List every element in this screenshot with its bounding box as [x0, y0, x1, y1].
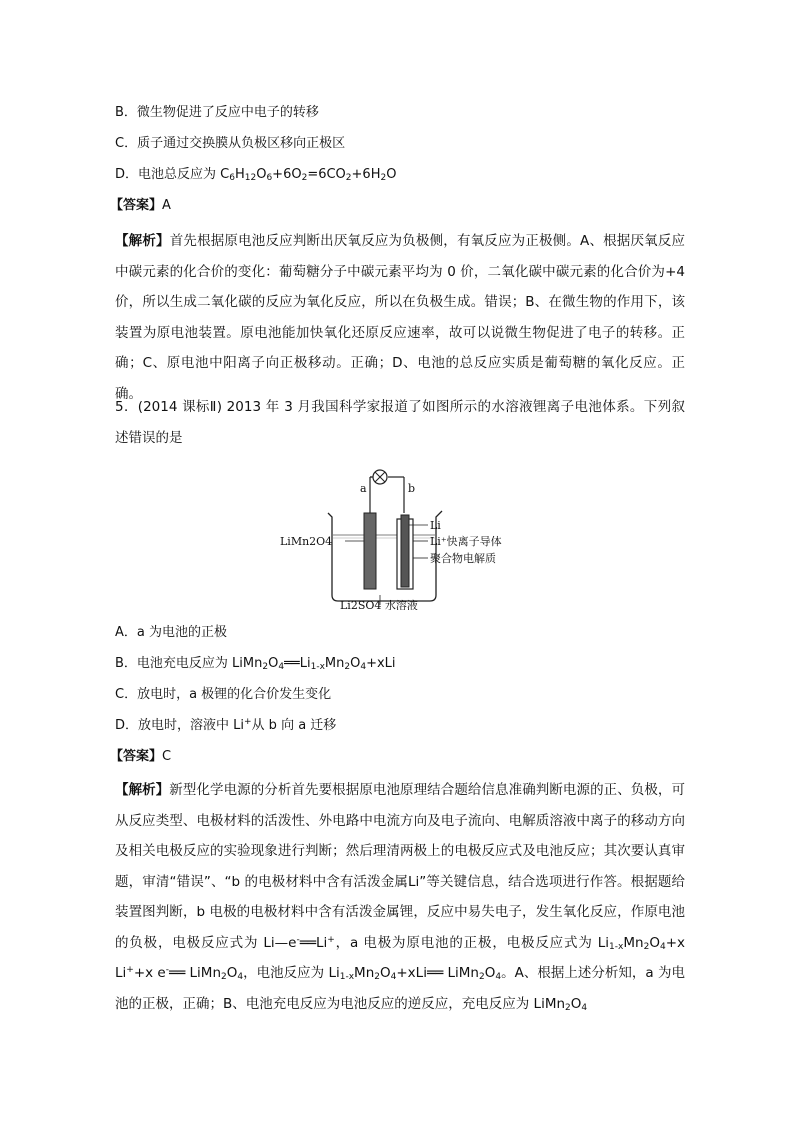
label-solution: Li2SO4 水溶液 [340, 599, 418, 610]
q4-option-c: C．质子通过交换膜从负极区移向正极区 [115, 136, 346, 151]
q5-answer: 【答案】C [110, 749, 172, 764]
q5-option-a: A．a 为电池的正极 [115, 625, 227, 640]
label-polymer: 聚合物电解质 [430, 552, 496, 565]
q4-option-d: D．电池总反应为 $C_6H_{12}O_6+6O_2=6CO_2+6H_2O$ [115, 167, 397, 183]
label-conductor: Li⁺快离子导体 [430, 535, 502, 548]
q5-option-b: B．电池充电反应为 $LiMn_2O_4══Li_{1-x}Mn_2O_4+xLi$ [115, 656, 396, 672]
q5-option-c: C．放电时，a 极锂的化合价发生变化 [115, 687, 332, 702]
battery-diagram-svg [280, 455, 520, 610]
battery-diagram [280, 455, 520, 610]
label-a: a [360, 482, 367, 495]
q5-stem: 5．(2014 课标Ⅱ) 2013 年 3 月我国科学家报道了如图所示的水溶液锂离子电池体系。下列叙述错误的是 [115, 399, 685, 446]
label-li: Li [430, 519, 441, 532]
q4-analysis: 【解析】首先根据原电池反应判断出厌氧反应为负极侧，有氧反应为正极侧。A、根据厌氧反应中碳元素的化合价的变化：葡萄糖分子中碳元素平均为 0 价，二氧化碳中碳元素的化合价为+4 价，所以生成二氧化碳的反应为氧化反应，所以在负极生成。错误；B、在微生物的作用下，该装置为原电池装置。原电池能加快氧化还原反应速率，故可以说微生物促进了电子的转移。正确；C、原电池中阳离子向正极移动。正确；D、电池的总反应实质是葡萄糖的氧化反应。正确。 [115, 233, 686, 402]
label-limn2o4: LiMn2O4 [280, 535, 333, 548]
q4-option-b: B．微生物促进了反应中电子的转移 [115, 105, 319, 120]
label-b: b [408, 482, 416, 495]
q4-answer: 【答案】A [110, 198, 171, 213]
q5-analysis: 【解析】新型化学电源的分析首先要根据原电池原理结合题给信息准确判断电源的正、负极，可从反应类型、电极材料的活泼性、外电路中电流方向及电子流向、电解质溶液中离子的移动方向及相关电极反应的实验现象进行判断；然后理清两极上的电极反应式及电池反应；其次要认真审题，审清“错误”、“b 的电极材料中含有活泼金属Li”等关键信息，结合选项进行作答。根据题给装置图判断，b 电极的电极材料中含有活泼金属锂，反应中易失电子，发生氧化反应，作原电池的负极，电极反应式为 Li—e-══Li+，a 电极为原电池的正极，电极反应式为 $Li_{1-x}Mn_2O_4+x$ Li++x e-══ $LiMn_2O_4$，电池反应为 $Li_{1-x}Mn_2O_4+xLi══$ $LiMn_2O_4$。A、根据上述分析知，a 为电池的正极，正确；B、电池充电反应为电池反应的逆反应，充电反应为 $LiMn_2O_4$ [115, 782, 686, 1013]
q5-option-d: D．放电时，溶液中 Li+从 b 向 a 迁移 [115, 717, 337, 733]
